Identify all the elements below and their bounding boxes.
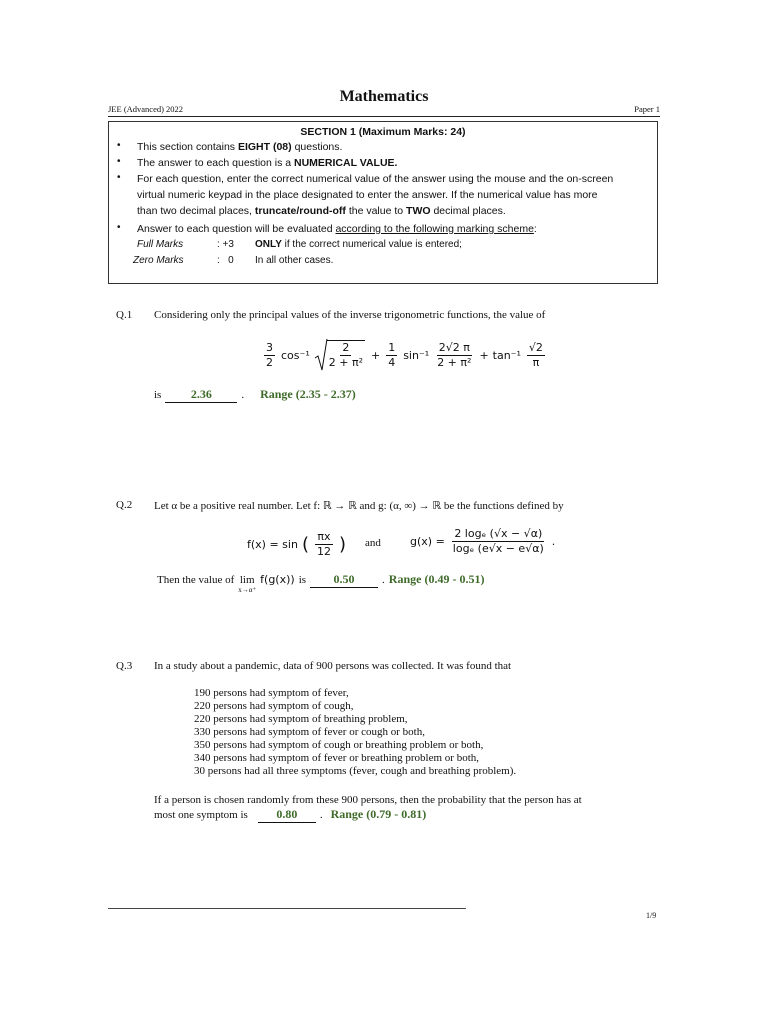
zero-marks-desc: In all other cases. [255, 255, 334, 266]
answer-value: 0.80 [258, 807, 316, 823]
list-item: 30 persons had all three symptoms (fever, cough and breathing problem). [194, 765, 517, 777]
q2-answer-line: Then the value of lim x→α⁺ f(g(x)) is 0.50 . Range (0.49 - 0.51) [157, 572, 485, 594]
bullet-icon: • [117, 172, 121, 183]
sqrt-icon [314, 338, 328, 372]
instruction-1: This section contains EIGHT (08) questions. [137, 141, 343, 153]
instruction-3: For each question, enter the correct numerical value of the answer using the mouse and the on-screen virtual numeric keypad in the place designated to enter the answer. If the numerical value has more than two decimal places, truncate/round-off the value to TWO decimal places. [137, 173, 614, 217]
question-number: Q.2 [116, 499, 133, 511]
section-instructions-box [108, 121, 658, 284]
q2-function-g: g(x) = $\frac{\text{2 logₑ (√x − √α)}}{\text{logₑ (e√x − e√α)}}$ . [410, 527, 556, 555]
bullet-icon: • [117, 156, 121, 167]
list-item: 350 persons had symptom of cough or breathing problem or both, [194, 739, 484, 751]
list-item: 220 persons had symptom of breathing problem, [194, 713, 408, 725]
full-marks-label: Full Marks [137, 239, 184, 250]
list-item: 340 persons had symptom of fever or breathing problem or both, [194, 752, 480, 764]
question-number: Q.1 [116, 309, 133, 321]
question-number: Q.3 [116, 660, 133, 672]
page-title: Mathematics [339, 88, 429, 105]
q3-conclusion: If a person is chosen randomly from these 900 persons, then the probability that the person has at [154, 794, 582, 806]
answer-range: Range (0.79 - 0.81) [330, 807, 427, 821]
q1-expression: $\frac{3}{2}$ cos⁻¹ $\frac{2}{\text{2 + π²}}$ + $\frac{1}{4}$ sin⁻¹ $\frac{2√2 \pi}{\text{2 + π²}}$ + tan⁻¹ $\frac{√2}{\pi}$ [262, 338, 547, 372]
question-text: Considering only the principal values of the inverse trigonometric functions, the value of [154, 309, 546, 321]
question-text: Let α be a positive real number. Let f: ℝ → ℝ and g: (α, ∞) → ℝ be the functions defined by [154, 500, 564, 512]
zero-marks-value: : 0 [217, 255, 234, 266]
zero-marks-label: Zero Marks [133, 255, 184, 266]
footer-rule [108, 908, 466, 909]
full-marks-value: : +3 [217, 239, 234, 250]
bullet-icon: • [117, 222, 121, 233]
header-rule [108, 116, 660, 117]
instruction-4: Answer to each question will be evaluated according to the following marking scheme: [137, 223, 537, 235]
page-number: 1/9 [646, 911, 657, 920]
exam-name: JEE (Advanced) 2022 [108, 104, 184, 114]
bullet-icon: • [117, 140, 121, 151]
question-text: In a study about a pandemic, data of 900 persons was collected. It was found that [154, 660, 512, 672]
answer-range: Range (2.35 - 2.37) [260, 387, 356, 401]
q2-function-f: f(x) = sin ( $\frac{\pi x}{12}$ ) [247, 530, 346, 558]
answer-range: Range (0.49 - 0.51) [388, 572, 485, 586]
list-item: 220 persons had symptom of cough, [194, 700, 354, 712]
q1-answer-line: is 2.36 . Range (2.35 - 2.37) [154, 387, 356, 401]
list-item: 330 persons had symptom of fever or cough or both, [194, 726, 425, 738]
instruction-2: The answer to each question is a NUMERICAL VALUE. [137, 157, 398, 169]
q3-answer-line: most one symptom is 0.80 . Range (0.79 - 0.81) [154, 807, 427, 821]
section-title: SECTION 1 (Maximum Marks: 24) [300, 126, 466, 138]
full-marks-desc: ONLY if the correct numerical value is entered; [255, 239, 462, 250]
paper-label: Paper 1 [634, 104, 660, 114]
list-item: 190 persons had symptom of fever, [194, 687, 349, 699]
answer-value: 0.50 [310, 572, 378, 588]
and-word: and [365, 537, 381, 549]
answer-value: 2.36 [165, 387, 237, 403]
